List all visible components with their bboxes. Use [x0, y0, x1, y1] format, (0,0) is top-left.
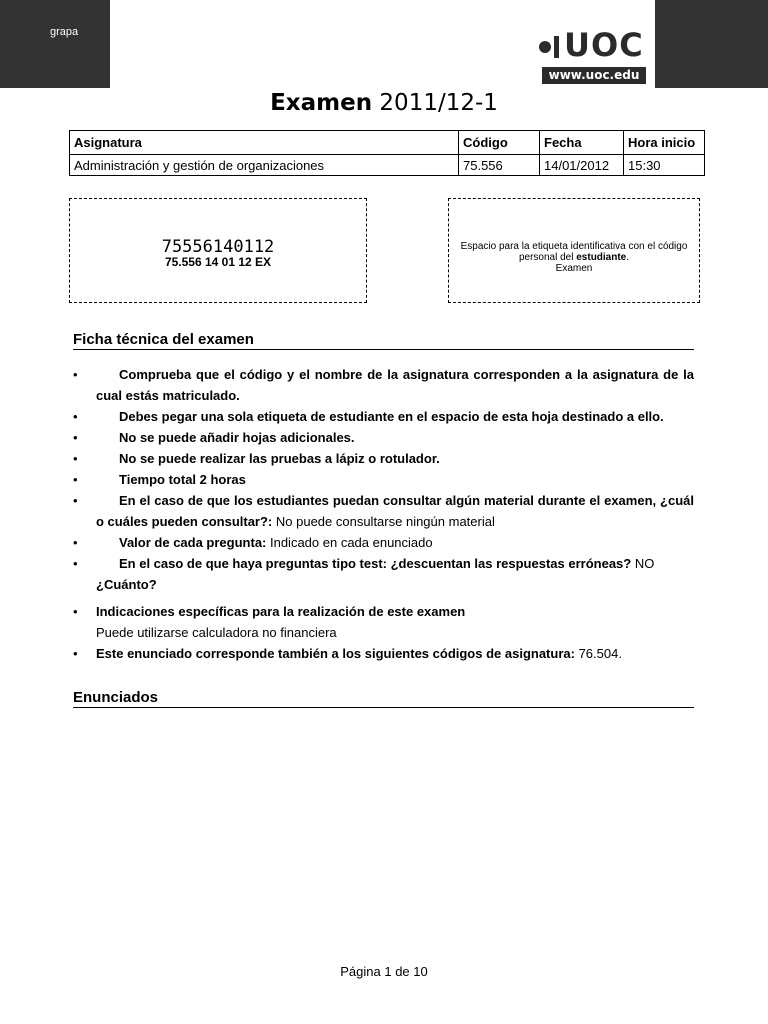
list-item: • En el caso de que haya preguntas tipo test: ¿descuentan las respuestas erróneas? NO — [73, 556, 655, 571]
logo-text: UOC — [564, 26, 644, 64]
enunciados-heading: Enunciados — [73, 689, 694, 708]
list-item-continued: ¿Cuánto? — [96, 577, 157, 592]
barcode-box — [69, 198, 367, 303]
table-cell: Administración y gestión de organizaciones — [70, 155, 459, 176]
list-item: • Comprueba que el código y el nombre de la asignatura corresponden a la asignatura de la cual estás matriculado. — [73, 367, 694, 403]
header-cell: Hora inicio — [624, 131, 705, 155]
list-item: • En el caso de que los estudiantes puedan consultar algún material durante el examen, ¿cuál o cuáles pueden consultar?: No puede consultarse ningún material — [73, 493, 694, 529]
header-cell: Asignatura — [70, 131, 459, 155]
header-cell: Código — [459, 131, 540, 155]
logo-url: www.uoc.edu — [542, 67, 646, 84]
title-rest: 2011/12-1 — [379, 90, 498, 116]
list-item: • No se puede añadir hojas adicionales. — [73, 430, 355, 445]
table-cell: 15:30 — [624, 155, 705, 176]
header-cell: Fecha — [540, 131, 624, 155]
logo-dot-icon — [534, 32, 564, 62]
table-row — [70, 155, 705, 176]
student-label-box — [448, 198, 700, 303]
ficha-heading: Ficha técnica del examen — [73, 331, 694, 350]
table-cell: 14/01/2012 — [540, 155, 624, 176]
student-label-text: Espacio para la etiqueta identificativa con el código personal del estudiante. Examen — [460, 241, 688, 274]
grapa-label: grapa — [50, 26, 79, 38]
barcode: 75556140112 — [161, 237, 275, 257]
title-bold: Examen — [270, 90, 373, 116]
specific-text: Puede utilizarse calculadora no financiera — [96, 625, 337, 640]
list-item: • Valor de cada pregunta: Indicado en cada enunciado — [73, 535, 433, 550]
list-item: • Indicaciones específicas para la realización de este examen — [73, 604, 466, 619]
list-item: • No se puede realizar las pruebas a lápiz o rotulador. — [73, 451, 440, 466]
barcode-code-text: 75.556 14 01 12 EX — [164, 255, 272, 269]
header-dark-block — [655, 0, 768, 88]
table-cell: 75.556 — [459, 155, 540, 176]
list-item: • Tiempo total 2 horas — [73, 472, 246, 487]
ficha-list — [73, 364, 694, 664]
list-item: • Debes pegar una sola etiqueta de estudiante en el espacio de esta hoja destinado a ello. — [73, 409, 664, 424]
uoc-logo — [534, 26, 648, 86]
page-number: Página 1 de 10 — [340, 964, 428, 979]
page-title — [0, 90, 768, 116]
grapa-area — [0, 0, 110, 88]
exam-info-table — [69, 130, 705, 176]
list-item: • Este enunciado corresponde también a los siguientes códigos de asignatura: 76.504. — [73, 646, 622, 661]
table-header-row — [70, 131, 705, 155]
